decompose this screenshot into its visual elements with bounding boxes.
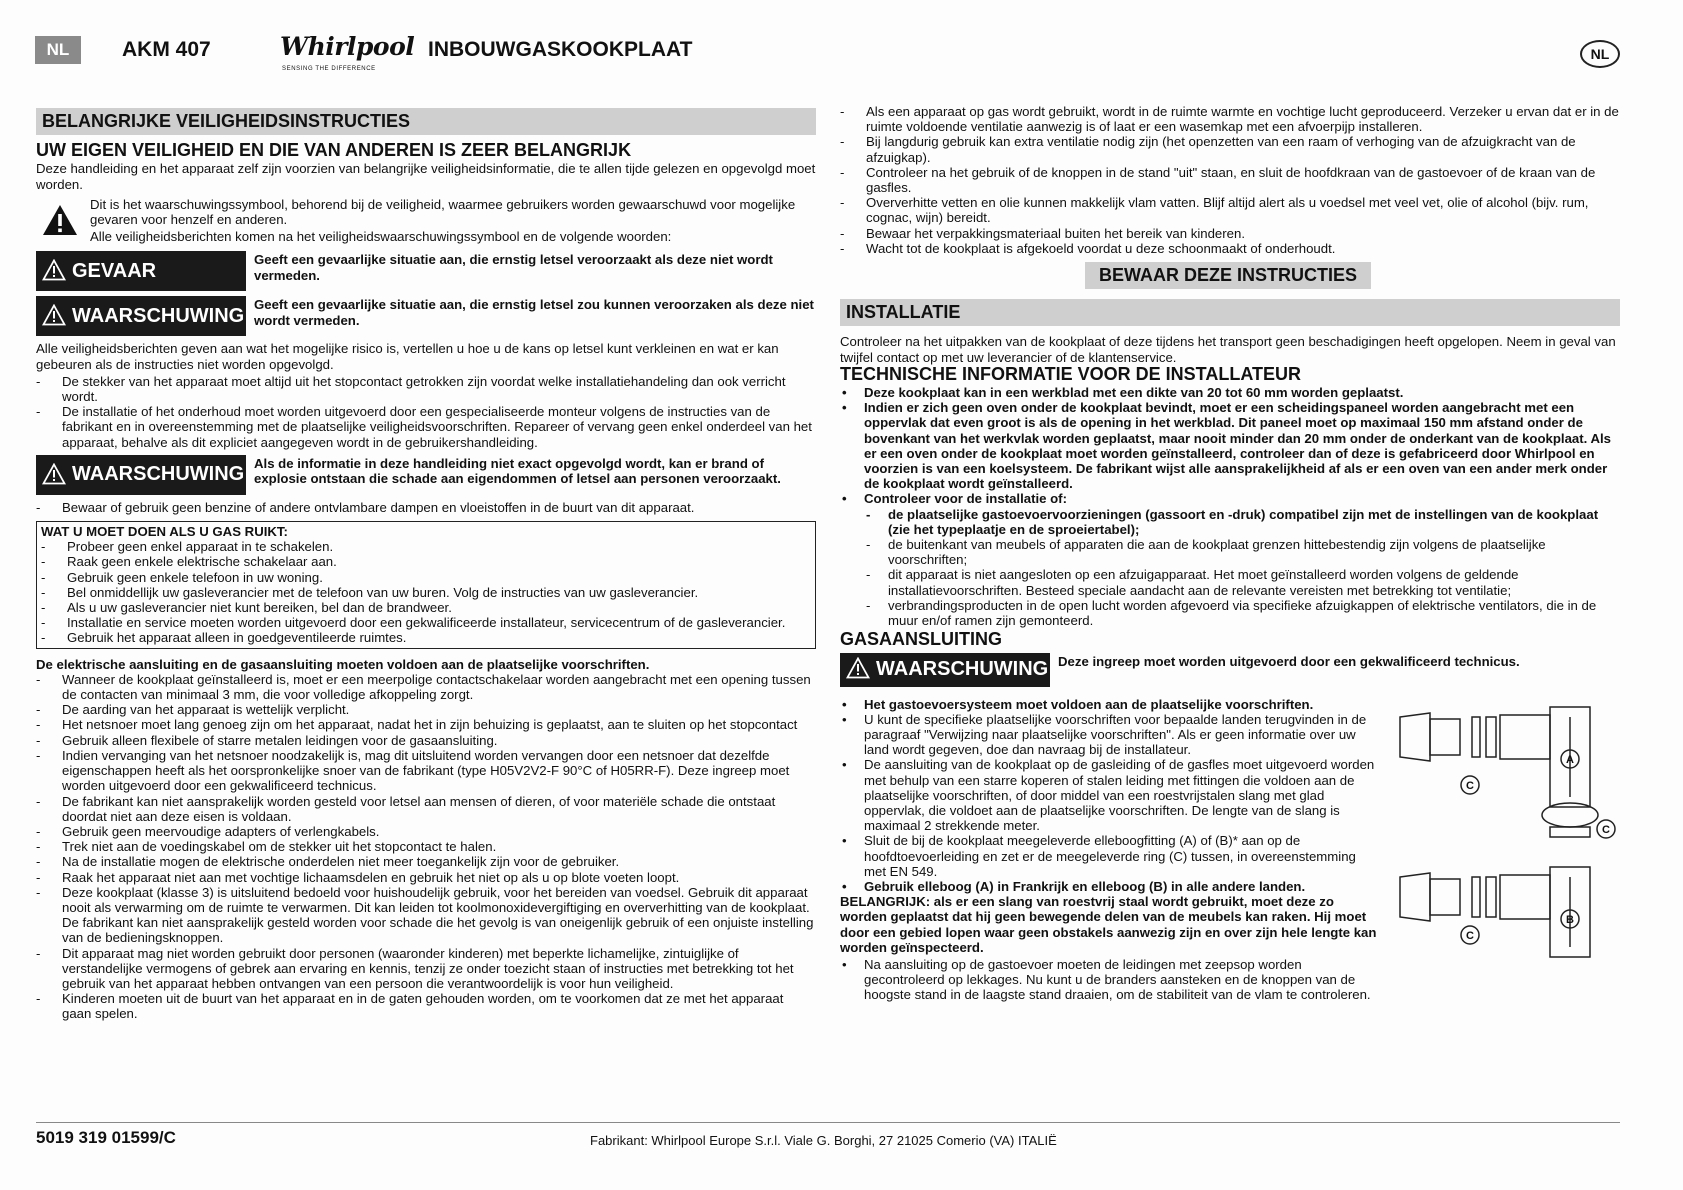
list-item: - Dit apparaat mag niet worden gebruikt door personen (waaronder kinderen) met beperkte lichamelijke, zintuiglijke of verstandelijke vermogens of gebrek aan ervaring en kennis, tenzij ze onder toezicht staan of instructies met betrekking tot het gebruik van het apparaat hebben ontvangen van een persoon die verantwoordelijk is voor hun veiligheid. <box>36 946 816 992</box>
list-item: - Als een apparaat op gas wordt gebruikt, wordt in de ruimte warmte en vochtige lucht geproduceerd. Verzeker u ervan dat er in de ruimte voldoende ventilatie aanwezig is of laat er een wasemkap met een afvoerpijp installeren. <box>840 104 1620 134</box>
brand-logo <box>280 32 415 90</box>
gas-box-title: WAT U MOET DOEN ALS U GAS RUIKT: <box>41 524 288 540</box>
warning-triangle-icon <box>42 463 66 487</box>
fire-warning-text: Als de informatie in deze handleiding niet exact opgevolgd wordt, kan er brand of explosie ontstaan die schade aan eigendommen of letsel aan personen veroorzaakt. <box>254 455 781 487</box>
important-note: BELANGRIJK: als er een slang van roestvrij staal wordt gebruikt, moet deze zo worden geplaatst dat hij geen bewegende delen van de meubels kan raken. Hij moet door een gebied lopen waar geen obstakels aanwezig zijn en over zijn hele lengte kan worden geïnspecteerd. <box>840 894 1377 955</box>
safety-heading: UW EIGEN VEILIGHEID EN DIE VAN ANDEREN IS ZEER BELANGRIJK <box>36 140 632 161</box>
technical-sublist <box>864 507 1620 629</box>
list-item: - Gebruik geen meervoudige adapters of verlengkabels. <box>36 824 816 839</box>
right-column <box>840 104 1620 1017</box>
keep-instructions-label: BEWAAR DEZE INSTRUCTIES <box>1085 262 1371 289</box>
fire-warning-signal <box>36 455 816 495</box>
list-item: - Probeer geen enkel apparaat in te schakelen. <box>41 539 811 554</box>
brand-tagline: SENSING THE DIFFERENCE <box>282 66 376 72</box>
warning-symbol-row <box>36 197 816 247</box>
symbol-text-2: Alle veiligheidsberichten komen na het veiligheidswaarschuwingssymbool en de volgende woorden: <box>90 229 672 245</box>
list-item: - Kinderen moeten uit de buurt van het apparaat en in de gaten gehouden worden, om te voorkomen dat ze met het apparaat gaan spelen. <box>36 991 816 1021</box>
list-item: - Trek niet aan de voedingskabel om de stekker uit het stopcontact te halen. <box>36 839 816 854</box>
flammable-list <box>36 500 816 515</box>
gevaar-label: GEVAAR <box>72 259 157 282</box>
list-item: - Raak geen enkele elektrische schakelaar aan. <box>41 554 811 569</box>
list-item: • U kunt de specifieke plaatselijke voorschriften voor bepaalde landen terugvinden in de paragraaf "Verwijzing naar plaatselijke voorschriften". Als er geen informatie over uw land wordt gegeven, doe dan navraag bij de installateur. <box>840 712 1380 758</box>
waarschuwing-text: Geeft een gevaarlijke situatie aan, die ernstig letsel zou kunnen veroorzaken als deze niet wordt vermeden. <box>254 297 814 328</box>
list-item: - Gebruik alleen flexibele of starre metalen leidingen voor de gasaansluiting. <box>36 733 816 748</box>
gas-box-list <box>41 539 811 645</box>
list-item-label: Controleer voor de installatie of: <box>864 491 1067 507</box>
list-item: - De installatie of het onderhoud moet worden uitgevoerd door een gespecialiseerde monteur volgens de instructies van de fabrikant en in overeenstemming met de plaatselijke veiligheidsvoorschriften. Repareer of vervang geen enkel onderdeel van het apparaat, behalve als dit expliciet aangegeven wordt in de gebruikershandleiding. <box>36 404 816 450</box>
list-item <box>840 491 1620 628</box>
gevaar-signal <box>36 251 816 291</box>
technical-heading: TECHNISCHE INFORMATIE VOOR DE INSTALLATEUR <box>840 363 1301 384</box>
waarschuwing-box <box>36 455 246 495</box>
model-number: AKM 407 <box>122 38 211 61</box>
list-item: - verbrandingsproducten in de open lucht worden afgevoerd via specifieke afzuigkappen of elektrische ventilators, die in de muur en/of ramen zijn gemonteerd. <box>864 598 1620 628</box>
ventilation-list <box>840 104 1620 256</box>
list-item: - Bel onmiddellijk uw gasleverancier met de telefoon van uw buren. Volg de instructies van uw gasleverancier. <box>41 585 811 600</box>
list-item: - dit apparaat is niet aangesloten op een afzuigapparaat. Het moet geïnstalleerd worden volgens de geldende installatievoorschriften. Besteed speciale aandacht aan de relevante vereisten met betrekking tot ventilatie; <box>864 567 1620 597</box>
precaution-list <box>36 374 816 450</box>
gas-warning-signal <box>840 653 1620 687</box>
waarschuwing-signal <box>36 296 816 336</box>
list-item: • Deze kookplaat kan in een werkblad met een dikte van 20 tot 60 mm worden geplaatst. <box>840 385 1620 400</box>
installation-section-bar: INSTALLATIE <box>840 299 1620 326</box>
messages-text: Alle veiligheidsberichten geven aan wat het mogelijke risico is, vertellen u hoe u de kans op letsel kunt verkleinen en wat er kan gebeuren als de instructies niet worden opgevolgd. <box>36 341 779 372</box>
list-item: - De aarding van het apparaat is wettelijk verplicht. <box>36 702 816 717</box>
waarschuwing-label: WAARSCHUWING <box>876 657 1049 680</box>
list-item: • Na aansluiting op de gastoevoer moeten de leidingen met zeepsop worden gecontroleerd op lekkages. Nu kunt u de branders aansteken en de knoppen van de hoogste stand in de laagste stand draaien, om de stabiliteit van de vlam te controleren. <box>840 957 1380 1003</box>
elbow-fittings-diagram <box>1390 697 1620 1017</box>
footer-divider <box>36 1122 1620 1123</box>
list-item: - Na de installatie mogen de elektrische onderdelen niet meer toegankelijk zijn voor de gebruiker. <box>36 854 816 869</box>
manufacturer-line: Fabrikant: Whirlpool Europe S.r.l. Viale G. Borghi, 27 21025 Comerio (VA) ITALIË <box>590 1133 1057 1148</box>
warning-triangle-icon <box>42 259 66 283</box>
list-item: - Bewaar of gebruik geen benzine of andere ontvlambare dampen en vloeistoffen in de buurt van dit apparaat. <box>36 500 816 515</box>
gas-warning-text: Deze ingreep moet worden uitgevoerd door een gekwalificeerd technicus. <box>1058 653 1520 669</box>
fittings-illustration <box>1390 697 1620 1017</box>
list-item: - De stekker van het apparaat moet altijd uit het stopcontact getrokken zijn voordat welke installatiehandeling dan ook verricht wordt. <box>36 374 816 404</box>
leak-check-list <box>840 957 1380 1003</box>
safety-section-bar: BELANGRIJKE VEILIGHEIDSINSTRUCTIES <box>36 108 816 135</box>
list-item: - de buitenkant van meubels of apparaten die aan de kookplaat grenzen hittebestendig zijn volgens de plaatselijke voorschriften; <box>864 537 1620 567</box>
waarschuwing-label: WAARSCHUWING <box>72 463 245 486</box>
gas-smell-box <box>36 521 816 649</box>
left-column <box>36 108 816 1022</box>
technical-list <box>840 385 1620 628</box>
list-item: - de plaatselijke gastoevoervoorzieningen (gassoort en -druk) compatibel zijn met de instellingen van de kookplaat (zie het typeplaatje en de sproeiertabel); <box>864 507 1620 537</box>
electrical-title: De elektrische aansluiting en de gasaansluiting moeten voldoen aan de plaatselijke voorschriften. <box>36 656 650 672</box>
list-item: - Bij langdurig gebruik kan extra ventilatie nodig zijn (het openzetten van een raam of verhoging van de afzuigkracht van de afzuigkap). <box>840 134 1620 164</box>
waarschuwing-label: WAARSCHUWING <box>72 304 245 327</box>
fitting-label-c: C <box>1602 823 1610 836</box>
warning-triangle-icon <box>36 197 84 237</box>
gevaar-box <box>36 251 246 291</box>
fitting-label-c: C <box>1466 929 1474 942</box>
list-item: - Deze kookplaat (klasse 3) is uitsluitend bedoeld voor huishoudelijk gebruik, voor het bereiden van voedsel. Gebruik dit apparaat nooit als verwarming om de ruimte te verwarmen. Dit kan leiden tot koolmonoxidevergiftiging en oververhitting van de kookplaat. De fabrikant kan niet aansprakelijk gesteld worden voor schade die het gevolg is van oneigenlijk gebruik of een onjuiste instelling van de bedieningsknoppen. <box>36 885 816 946</box>
list-item: - Gebruik het apparaat alleen in goedgeventileerde ruimtes. <box>41 630 811 645</box>
gas-section <box>840 697 1620 1017</box>
symbol-text-1: Dit is het waarschuwingssymbool, behorend bij de veiligheid, waarmee gebruikers worden gewaarschuwd voor mogelijke gevaren voor henzelf en anderen. <box>90 196 796 228</box>
gas-text-block <box>840 697 1380 1017</box>
elbow-fitting-b <box>1400 867 1590 957</box>
list-item: - Wanneer de kookplaat geïnstalleerd is, moet er een meerpolige contactschakelaar worden aangebracht met een opening tussen de contacten van minimaal 3 mm, die voor volledige afkoppeling zorgt. <box>36 672 816 702</box>
waarschuwing-box <box>840 653 1050 687</box>
elbow-fitting-a <box>1400 707 1615 838</box>
language-badge: NL <box>35 36 81 64</box>
fitting-label-a: A <box>1566 753 1574 766</box>
list-item: - Raak het apparaat niet aan met vochtige lichaamsdelen en gebruik het niet op als u op blote voeten loopt. <box>36 870 816 885</box>
part-number: 5019 319 01599/C <box>36 1128 176 1147</box>
electrical-list <box>36 672 816 1022</box>
document-title: INBOUWGASKOOKPLAAT <box>428 38 693 61</box>
installation-text: Controleer na het uitpakken van de kookplaat of deze tijdens het transport geen beschadigingen heeft opgelopen. Neem in geval van twijfel contact op met uw leverancier of de klantenservice. <box>840 334 1616 365</box>
fitting-label-b: B <box>1566 913 1574 926</box>
gas-list <box>840 697 1380 895</box>
list-item: • Sluit de bij de kookplaat meegeleverde elleboogfitting (A) of (B)* aan op de hoofdtoevoerleiding en zet er de meegeleverde ring (C) tussen, in overeenstemming met EN 549. <box>840 833 1380 879</box>
list-item: - Het netsnoer moet lang genoeg zijn om het apparaat, nadat het in zijn behuizing is geplaatst, aan te sluiten op het stopcontact <box>36 717 816 732</box>
warning-triangle-icon <box>42 304 66 328</box>
list-item: - Wacht tot de kookplaat is afgekoeld voordat u deze schoonmaakt of onderhoudt. <box>840 241 1620 256</box>
list-item: - Installatie en service moeten worden uitgevoerd door een gekwalificeerde installateur, servicecentrum of de gasleverancier. <box>41 615 811 630</box>
list-item: - Als u uw gasleverancier niet kunt bereiken, bel dan de brandweer. <box>41 600 811 615</box>
gevaar-text: Geeft een gevaarlijke situatie aan, die ernstig letsel veroorzaakt als deze niet wordt vermeden. <box>254 252 773 283</box>
list-item: - Bewaar het verpakkingsmateriaal buiten het bereik van kinderen. <box>840 226 1620 241</box>
waarschuwing-box <box>36 296 246 336</box>
list-item: - Indien vervanging van het netsnoer noodzakelijk is, mag dit uitsluitend worden vervangen door een netsnoer dat dezelfde eigenschappen heeft als het oorspronkelijke snoer van de fabrikant (type H05V2V2-F 90°C of H05RR-F). Deze ingreep moet worden uitgevoerd door een gekwalificeerd technicus. <box>36 748 816 794</box>
list-item: • De aansluiting van de kookplaat op de gasleiding of de gasfles moet uitgevoerd worden met behulp van een starre koperen of stalen leiding met fittingen die voldoen aan de plaatselijke voorschriften, of door middel van een roestvrijstalen slang met glad oppervlak, die voldoet aan de plaatselijke voorschriften. De lengte van de slang is maximaal 2 strekkende meter. <box>840 757 1380 833</box>
warning-triangle-icon <box>846 657 870 681</box>
list-item: - Oververhitte vetten en olie kunnen makkelijk vlam vatten. Blijf altijd alert als u voedsel met veel vet, olie of alcohol (bijv. rum, cognac, wijn) bereidt. <box>840 195 1620 225</box>
fitting-label-c: C <box>1466 779 1474 792</box>
brand-name: Whirlpool <box>280 32 415 61</box>
list-item: • Indien er zich geen oven onder de kookplaat bevindt, moet er een scheidingspaneel worden aangebracht met een oppervlak dat even groot is als de opening in het werkblad. Dit paneel moet op maximaal 150 mm afstand onder de bovenkant van het werkvlak worden geplaatst, maar nooit minder dan 20 mm onder de onderkant van de kookplaat. Als er een oven onder de kookplaat moet worden geïnstalleerd, controleer dan of deze is gefabriceerd door Whirlpool en voorzien is van een koelsysteem. De fabrikant wijst alle aansprakelijkheid af als er een oven van een ander merk onder de kookplaat wordt geïnstalleerd. <box>840 400 1620 491</box>
gas-connection-heading: GASAANSLUITING <box>840 629 1002 650</box>
safety-intro: Deze handleiding en het apparaat zelf zijn voorzien van belangrijke veiligheidsinformatie, die te allen tijde gelezen en opgevolgd moet worden. <box>36 161 816 192</box>
warning-symbol-text <box>84 197 816 247</box>
language-oval: NL <box>1580 40 1620 68</box>
list-item: • Gebruik elleboog (A) in Frankrijk en elleboog (B) in alle andere landen. <box>840 879 1380 894</box>
list-item: - Controleer na het gebruik of de knoppen in de stand "uit" staan, en sluit de hoofdkraan van de gastoevoer of de kraan van de gasfles. <box>840 165 1620 195</box>
list-item: - Gebruik geen enkele telefoon in uw woning. <box>41 570 811 585</box>
list-item: - De fabrikant kan niet aansprakelijk worden gesteld voor letsel aan mensen of dieren, of voor materiële schade die ontstaat doordat niet aan deze eisen is voldaan. <box>36 794 816 824</box>
list-item: • Het gastoevoersysteem moet voldoen aan de plaatselijke voorschriften. <box>840 697 1380 712</box>
